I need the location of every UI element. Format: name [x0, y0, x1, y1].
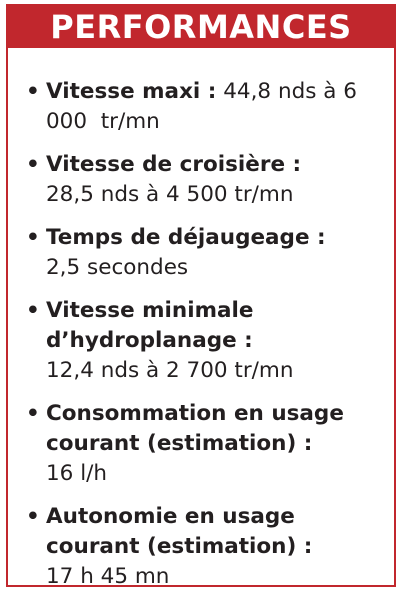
list-item-temps-dejaugeage	[24, 223, 384, 283]
header-banner	[8, 6, 394, 48]
item-value: 12,4 nds à 2 700 tr/mn	[46, 358, 294, 383]
item-label: Vitesse maxi :	[46, 79, 217, 104]
item-label: Vitesse minimale d’hydroplanage :	[46, 298, 254, 353]
item-label: Consommation en usage courant (estimation) :	[46, 401, 344, 456]
performance-list	[24, 77, 384, 605]
bullet-icon: •	[26, 298, 40, 323]
performances-box	[6, 4, 396, 587]
item-label: Autonomie en usage courant (estimation) :	[46, 504, 313, 559]
bullet-icon: •	[26, 401, 40, 426]
list-item-vitesse-minimale	[24, 296, 384, 386]
list-item-vitesse-maxi	[24, 77, 384, 137]
bullet-icon: •	[26, 79, 40, 104]
list-item-autonomie	[24, 502, 384, 592]
list-item-consommation	[24, 399, 384, 489]
item-value: 16 l/h	[46, 461, 108, 486]
item-label: Vitesse de croisière :	[46, 152, 302, 177]
item-value: 44,8 nds à 6 000 tr/mn	[46, 79, 364, 134]
bullet-icon: •	[26, 504, 40, 529]
item-value: 17 h 45 mn	[46, 564, 170, 589]
list-item-vitesse-croisiere	[24, 150, 384, 210]
bullet-icon: •	[26, 225, 40, 250]
bullet-icon: •	[26, 152, 40, 177]
item-value: 2,5 secondes	[46, 255, 189, 280]
header-title: PERFORMANCES	[50, 8, 352, 46]
item-label: Temps de déjaugeage :	[46, 225, 326, 250]
item-value: 28,5 nds à 4 500 tr/mn	[46, 182, 294, 207]
